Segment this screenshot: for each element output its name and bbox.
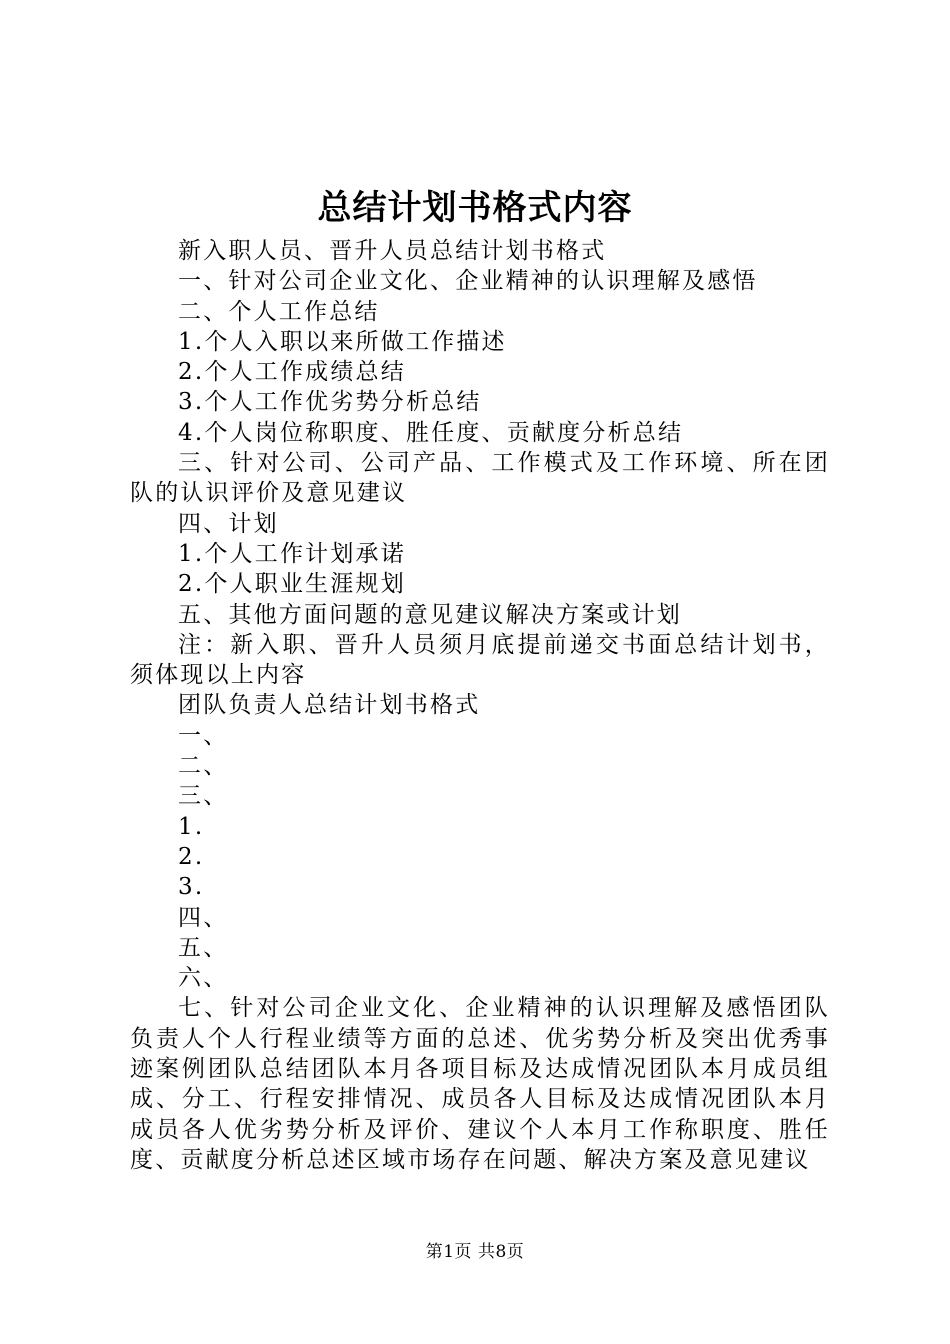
paragraph: 2.个人职业生涯规划 [178, 571, 406, 598]
paragraph: 3. [178, 874, 205, 901]
paragraph: 注：新入职、晋升人员须月底提前递交书面总结计划书，须体现以上内容 [130, 631, 830, 689]
paragraph: 四、 [178, 904, 229, 931]
paragraph: 1.个人工作计划承诺 [178, 540, 406, 567]
paragraph: 四、计划 [178, 510, 279, 537]
paragraph: 1. [178, 813, 205, 840]
paragraph: 新入职人员、晋升人员总结计划书格式 [178, 238, 607, 264]
paragraph: 一、 [178, 722, 229, 749]
paragraph: 三、针对公司、公司产品、工作模式及工作环境、所在团队的认识评价及意见建议 [130, 450, 830, 507]
paragraph: 团队负责人总结计划书格式 [178, 692, 481, 719]
paragraph: 五、其他方面问题的意见建议解决方案或计划 [178, 601, 682, 628]
paragraph: 2.个人工作成绩总结 [178, 359, 406, 386]
document-title: 总结计划书格式内容 [317, 188, 633, 228]
paragraph: 1.个人入职以来所做工作描述 [178, 328, 507, 355]
paragraph: 六、 [178, 965, 229, 992]
paragraph: 二、个人工作总结 [178, 298, 380, 325]
page-footer: 第1页 共8页 [425, 1242, 525, 1262]
paragraph: 2. [178, 843, 205, 870]
paragraph: 三、 [178, 783, 229, 810]
paragraph: 二、 [178, 753, 229, 780]
paragraph: 一、针对公司企业文化、企业精神的认识理解及感悟 [178, 268, 758, 295]
paragraph: 五、 [178, 934, 229, 961]
paragraph: 3.个人工作优劣势分析总结 [178, 389, 482, 416]
document-body [130, 236, 830, 1175]
paragraph: 4.个人岗位称职度、胜任度、贡献度分析总结 [178, 419, 684, 446]
paragraph: 七、针对公司企业文化、企业精神的认识理解及感悟团队负责人个人行程业绩等方面的总述、优劣势分析及突出优秀事迹案例团队总结团队本月各项目标及达成情况团队本月成员组成、分工、行程安排情况、成员各人目标及达成情况团队本月成员各人优劣势分析及评价、建议个人本月工作称职度、胜任度、贡献度分析总述区域市场存在问题、解决方案及意见建议 [130, 995, 830, 1173]
